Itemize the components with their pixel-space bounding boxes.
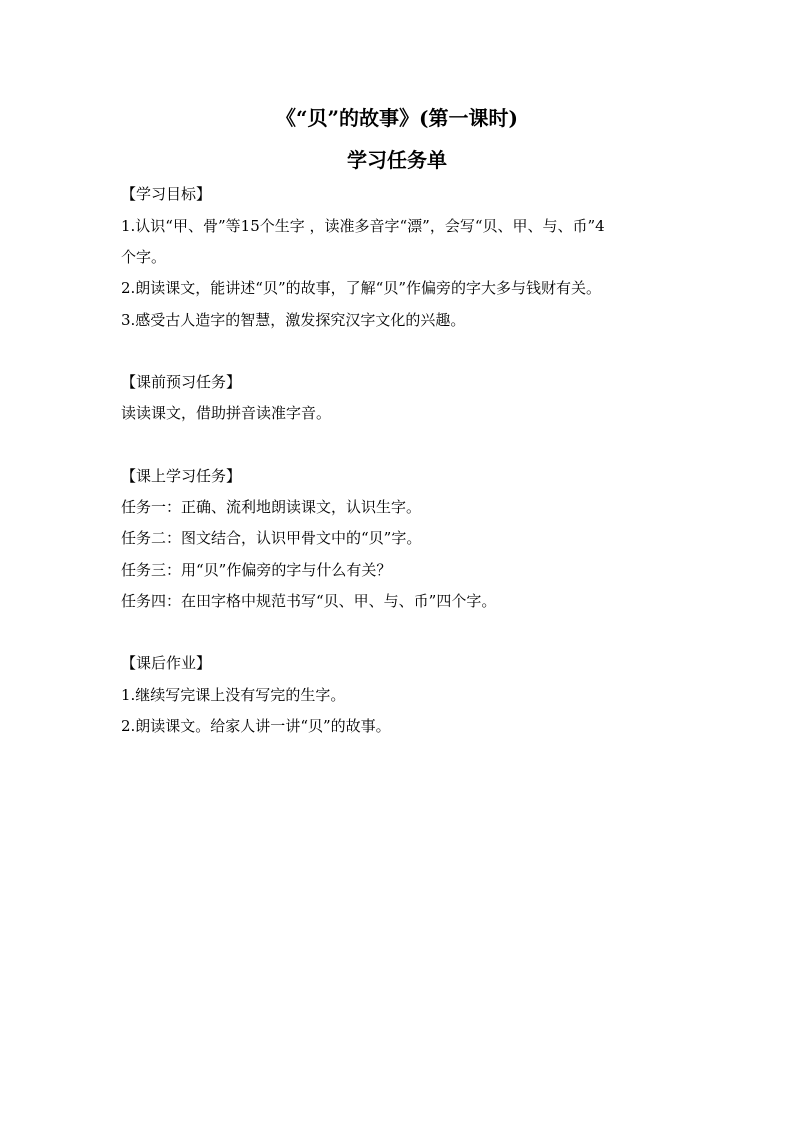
goal-line: 个字。 xyxy=(121,248,167,266)
goal-line: 1.认识“甲、骨”等15个生字 ，读准多音字“漂”，会写“贝、甲、与、币”4 xyxy=(121,217,605,235)
section-heading-preview-tasks: 【课前预习任务】 xyxy=(121,373,242,391)
document-subtitle: 学习任务单 xyxy=(347,148,447,172)
class-task-line: 任务四：在田字格中规范书写“贝、甲、与、币”四个字。 xyxy=(121,592,497,610)
section-heading-learning-goals: 【学习目标】 xyxy=(121,185,212,203)
preview-task-line: 读读课文，借助拼音读准字音。 xyxy=(121,404,332,422)
document-title: 《“贝”的故事》(第一课时) xyxy=(276,106,518,130)
homework-line: 2.朗读课文。给家人讲一讲“贝”的故事。 xyxy=(121,717,391,735)
class-task-line: 任务一：正确、流利地朗读课文，认识生字。 xyxy=(121,498,422,516)
goal-line: 2.朗读课文，能讲述“贝”的故事，了解“贝”作偏旁的字大多与钱财有关。 xyxy=(121,279,601,297)
section-heading-homework: 【课后作业】 xyxy=(121,654,212,672)
section-heading-class-tasks: 【课上学习任务】 xyxy=(121,467,242,485)
class-task-line: 任务二：图文结合，认识甲骨文中的“贝”字。 xyxy=(121,529,422,547)
homework-line: 1.继续写完课上没有写完的生字。 xyxy=(121,686,346,704)
class-task-line: 任务三：用“贝”作偏旁的字与什么有关？ xyxy=(121,561,392,579)
goal-line: 3.感受古人造字的智慧，激发探究汉字文化的兴趣。 xyxy=(121,311,466,329)
